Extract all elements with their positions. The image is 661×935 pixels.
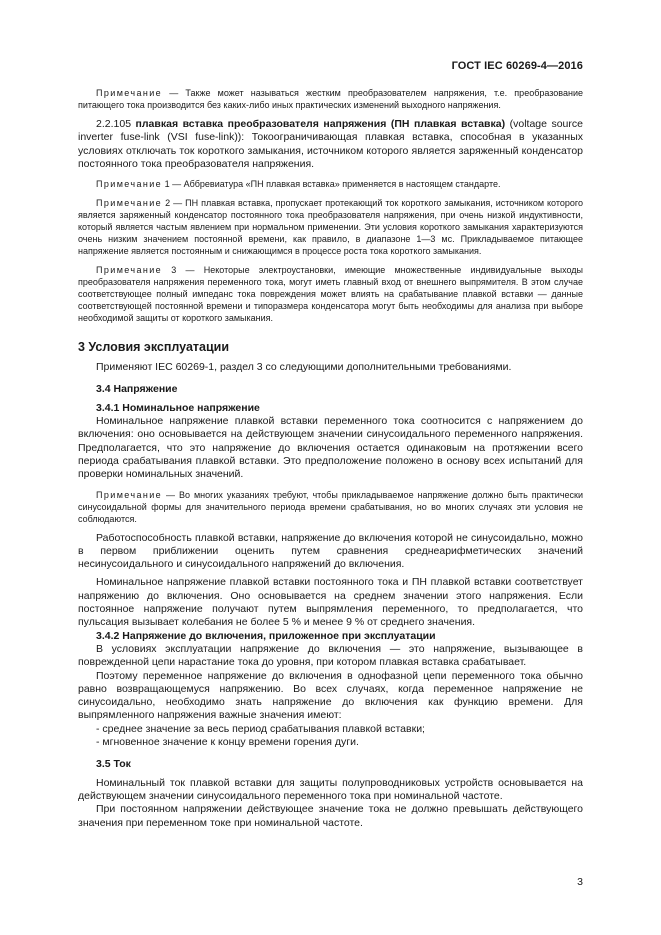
list-item: - среднее значение за весь период срабатывания плавкой вставки;	[96, 722, 425, 735]
term-text: (voltage source inverter fuse-link (VSI fuse-link)): Токоограничивающая плавкая вставка, способная в указанных условиях отключать ток короткого замыкания, источником которого является заряженный конденсатор постоянного тока преобразователя напряжения.	[78, 118, 583, 170]
section-3-intro: Применяют IEC 60269-1, раздел 3 со следующими дополнительными требованиями.	[96, 361, 512, 374]
section-3-4-1-note	[78, 489, 583, 525]
list-item: - мгновенное значение к концу времени горения дуги.	[96, 736, 359, 749]
section-3-4-1-paragraph-3: Номинальное напряжение плавкой вставки постоянного тока и ПН плавкой вставки соответствует напряжению до включения. Оно основывается на среднем значении этого напряжения. Если постоянное напряжение получают путем выпрямления переменного, то предполагается, что пульсация вызывает колебания не более 5 % и менее 9 % от среднего значения.	[78, 576, 583, 629]
note-label: Примечание	[96, 265, 163, 276]
note-1	[78, 178, 583, 190]
section-3-4-2-paragraph-2: Поэтому переменное напряжение до включения в однофазной цепи переменного тока обычно равно возвращающемуся напряжению. Во всех случаях, когда переменное напряжение не синусоидально, необходимо знать напряжение до включения как функцию времени. Для выпрямленного напряжения важные значения имеют:	[78, 669, 583, 722]
term-number: 2.2.105	[96, 118, 136, 130]
document-body	[78, 56, 583, 830]
section-3-5-paragraph-1: Номинальный ток плавкой вставки для защиты полупроводниковых устройств основывается на действующем значении синусоидального переменного тока при номинальной частоте.	[78, 776, 583, 802]
section-3-4-1-title: 3.4.1 Номинальное напряжение	[96, 401, 260, 414]
note-text: — Во многих указаниях требуют, чтобы прикладываемое напряжение должно быть практически синусоидальной формы для значительного периода времени срабатывания, но во многих случаях эти условия не соблюдаются.	[78, 489, 583, 524]
note-text: 3 — Некоторые электроустановки, имеющие множественные индивидуальные выходы преобразователя напряжения переменного тока, могут иметь главный вход от внешнего выпрямителя. В этом случае соответствующее полный импеданс тока повреждения может влиять на срабатывание плавкой вставки — данные соответствующей постоянной времени и типоразмера конденсатора могут быть необходимы для анализа при выборе необходимой защиты от короткого замыкания.	[78, 265, 583, 324]
note-label: Примечание	[96, 88, 163, 98]
section-3-title: 3 Условия эксплуатации	[78, 340, 230, 355]
section-3-5-paragraph-2: При постоянном напряжении действующее значение тока не должно превышать действующего значения при переменном токе при номинальной частоте.	[78, 803, 583, 829]
note-label: Примечание	[96, 489, 163, 500]
term-title: плавкая вставка преобразователя напряжения (ПН плавкая вставка)	[135, 118, 506, 130]
page-number: 3	[577, 876, 583, 888]
section-3-4-2-paragraph-1: В условиях эксплуатации напряжение до включения — это напряжение, вызывающее в поврежденной цепи нарастание тока до уровня, при котором плавкая вставка срабатывает.	[78, 642, 583, 669]
section-3-4-1-paragraph-1: Номинальное напряжение плавкой вставки переменного тока соотносится с напряжением до включения: оно основывается на действующем значении синусоидального переменного напряжения. Предполагается, что это напряжение до включения остается одинаковым на протяжении всего периода срабатывания плавкой вставки. Это предположение положено в основу всех испытаний для проверки номинальных значений.	[78, 415, 583, 481]
document-code: ГОСТ IEC 60269-4—2016	[451, 60, 583, 72]
note-label: Примечание	[96, 179, 163, 190]
term-definition-2-2-105	[78, 118, 583, 171]
note-text: — Также может называться жестким преобразователем напряжения, т.е. преобразование питающего тока производится без каких-либо иных практических изменений выходного напряжения.	[78, 88, 583, 110]
note-label: Примечание	[96, 198, 163, 209]
note-text: 2 — ПН плавкая вставка, пропускает протекающий ток короткого замыкания, источником которого является заряженный конденсатор постоянного тока преобразователя напряжения, при очень низкой индуктивности, который является частым явлением при нормальном применении. Эти условия короткого замыкания характеризуются очень низким значением постоянной времени, как правило, в диапазоне 1—3 мс. Прикладываемое питающее напряжение является постоянным и снижающимся в процессе роста тока короткого замыкания.	[78, 198, 583, 257]
section-3-4-title: 3.4 Напряжение	[96, 383, 178, 396]
note-text: 1 — Аббревиатура «ПН плавкая вставка» применяется в настоящем стандарте.	[162, 179, 501, 190]
section-3-5-title: 3.5 Ток	[96, 758, 131, 771]
note-3	[78, 264, 583, 324]
note-general	[78, 87, 583, 111]
note-2	[78, 197, 583, 257]
section-3-4-2-title: 3.4.2 Напряжение до включения, приложенное при эксплуатации	[96, 629, 436, 642]
section-3-4-1-paragraph-2: Работоспособность плавкой вставки, напряжение до включения которой не синусоидально, можно в первом приближении оценить путем сравнения среднеарифметических значений несинусоидального и синусоидального напряжений до включения.	[78, 531, 583, 571]
